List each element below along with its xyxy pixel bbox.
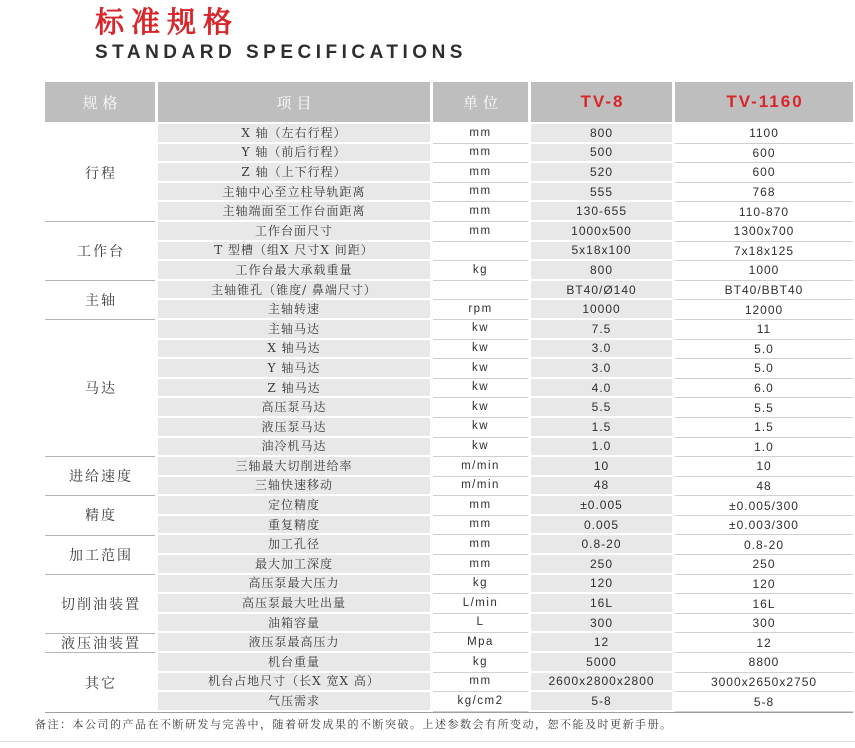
unit-cell: L/min — [433, 594, 528, 614]
col-header-tv8: TV-8 — [531, 82, 672, 122]
group-label: 加工范围 — [45, 536, 155, 575]
table-row — [158, 320, 853, 340]
item-cell: 气压需求 — [158, 692, 430, 712]
unit-cell: L — [433, 614, 528, 634]
group-label: 进给速度 — [45, 457, 155, 496]
unit-cell: rpm — [433, 300, 528, 320]
tv8-cell: 1.0 — [531, 438, 672, 458]
item-cell: 油箱容量 — [158, 614, 430, 634]
tv1160-cell: 6.0 — [675, 379, 853, 399]
item-cell: 工作台最大承载重量 — [158, 261, 430, 281]
tv8-cell: 48 — [531, 477, 672, 497]
item-cell: 三轴最大切削进给率 — [158, 457, 430, 477]
tv8-cell: 4.0 — [531, 379, 672, 399]
tv1160-cell: 12 — [675, 633, 853, 653]
tv8-cell: 800 — [531, 261, 672, 281]
tv1160-cell: 3000x2650x2750 — [675, 673, 853, 693]
tv1160-cell: 11 — [675, 320, 853, 340]
group-label: 液压油装置 — [45, 634, 155, 654]
tv1160-cell: 5.0 — [675, 340, 853, 360]
tv1160-cell: 600 — [675, 163, 853, 183]
tv1160-cell: 5.0 — [675, 359, 853, 379]
table-row — [158, 633, 853, 653]
table-row — [158, 261, 853, 281]
group-label: 行程 — [45, 124, 155, 222]
bottom-divider — [0, 741, 855, 742]
tv8-cell: 7.5 — [531, 320, 672, 340]
tv8-cell: 1000x500 — [531, 222, 672, 242]
item-cell: 液压泵马达 — [158, 418, 430, 438]
tv8-cell: 10 — [531, 457, 672, 477]
table-row — [158, 281, 853, 301]
table-row — [158, 614, 853, 634]
tv1160-cell: 5.5 — [675, 398, 853, 418]
unit-cell — [433, 242, 528, 262]
footnote: 备注：本公司的产品在不断研发与完善中，随着研发成果的不断突破。上述参数会有所变动，恕不能及时更新手册。 — [35, 718, 673, 731]
tv8-cell: 12 — [531, 633, 672, 653]
tv8-cell: BT40/Ø140 — [531, 281, 672, 301]
tv8-cell: 1.5 — [531, 418, 672, 438]
tv8-cell: 3.0 — [531, 359, 672, 379]
item-cell: 油冷机马达 — [158, 438, 430, 458]
unit-cell: kg — [433, 261, 528, 281]
unit-cell: mm — [433, 202, 528, 222]
tv8-cell: 800 — [531, 124, 672, 144]
item-cell: 高压泵最大吐出量 — [158, 594, 430, 614]
group-label: 主轴 — [45, 281, 155, 320]
table-row — [158, 438, 853, 458]
tv8-cell: 5.5 — [531, 398, 672, 418]
tv8-cell: 300 — [531, 614, 672, 634]
page-title: 标准规格 — [95, 5, 240, 39]
item-cell: 加工孔径 — [158, 535, 430, 555]
group-label: 切削油装置 — [45, 575, 155, 634]
item-cell: 主轴中心至立柱导轨距离 — [158, 183, 430, 203]
document-header — [95, 5, 467, 64]
tv1160-cell: 8800 — [675, 653, 853, 673]
table-row — [158, 673, 853, 693]
item-cell: 主轴锥孔（锥度/ 鼻端尺寸） — [158, 281, 430, 301]
col-header-tv1160: TV-1160 — [675, 82, 853, 122]
tv8-cell: 130-655 — [531, 202, 672, 222]
table-row — [158, 340, 853, 360]
tv8-cell: 500 — [531, 144, 672, 164]
table-header-row — [45, 82, 853, 122]
table-row — [158, 653, 853, 673]
item-cell: 重复精度 — [158, 516, 430, 536]
tv8-cell: 250 — [531, 555, 672, 575]
tv1160-cell: 120 — [675, 575, 853, 595]
table-row — [158, 692, 853, 712]
unit-cell: m/min — [433, 457, 528, 477]
tv8-cell: 555 — [531, 183, 672, 203]
item-cell: X 轴（左右行程） — [158, 124, 430, 144]
unit-cell: kw — [433, 359, 528, 379]
tv1160-cell: 5-8 — [675, 692, 853, 712]
tv8-cell: ±0.005 — [531, 496, 672, 516]
unit-cell: kg — [433, 575, 528, 595]
table-row — [158, 242, 853, 262]
page-subtitle: STANDARD SPECIFICATIONS — [95, 41, 467, 63]
tv8-cell: 0.005 — [531, 516, 672, 536]
item-cell: 液压泵最高压力 — [158, 633, 430, 653]
group-label: 其它 — [85, 675, 117, 692]
tv8-cell: 5-8 — [531, 692, 672, 712]
table-row — [158, 398, 853, 418]
tv1160-cell: 7x18x125 — [675, 242, 853, 262]
unit-cell: Mpa — [433, 633, 528, 653]
item-cell: 高压泵最大压力 — [158, 575, 430, 595]
col-header-unit: 单位 — [433, 82, 528, 122]
tv1160-cell: ±0.005/300 — [675, 496, 853, 516]
item-cell: Z 轴马达 — [158, 379, 430, 399]
unit-cell: kw — [433, 398, 528, 418]
item-cell: 主轴转速 — [158, 300, 430, 320]
item-cell: 工作台面尺寸 — [158, 222, 430, 242]
item-cell: Y 轴（前后行程） — [158, 144, 430, 164]
item-cell: 主轴马达 — [158, 320, 430, 340]
tv8-cell: 5000 — [531, 653, 672, 673]
unit-cell — [433, 281, 528, 301]
unit-cell: kg — [433, 653, 528, 673]
tv1160-cell: 1300x700 — [675, 222, 853, 242]
tv8-cell: 120 — [531, 575, 672, 595]
unit-cell: kw — [433, 320, 528, 340]
table-row — [158, 575, 853, 595]
tv1160-cell: BT40/BBT40 — [675, 281, 853, 301]
table-row — [158, 124, 853, 144]
table-row — [158, 144, 853, 164]
unit-cell: mm — [433, 516, 528, 536]
table-row — [158, 535, 853, 555]
unit-cell: mm — [433, 124, 528, 144]
tv1160-cell: 1100 — [675, 124, 853, 144]
tv1160-cell: 300 — [675, 614, 853, 634]
item-cell: Z 轴（上下行程） — [158, 163, 430, 183]
tv1160-cell: 600 — [675, 144, 853, 164]
table-row — [158, 163, 853, 183]
tv1160-cell: 1.5 — [675, 418, 853, 438]
item-cell: 最大加工深度 — [158, 555, 430, 575]
tv8-cell: 520 — [531, 163, 672, 183]
group-label: 工作台 — [45, 222, 155, 281]
tv1160-cell: 768 — [675, 183, 853, 203]
col-header-item: 项目 — [158, 82, 430, 122]
tv1160-cell: 0.8-20 — [675, 535, 853, 555]
unit-cell: mm — [433, 535, 528, 555]
unit-cell: kw — [433, 438, 528, 458]
item-cell: 高压泵马达 — [158, 398, 430, 418]
table-row — [158, 477, 853, 497]
item-cell: 主轴端面至工作台面距离 — [158, 202, 430, 222]
group-label: 马达 — [45, 320, 155, 457]
item-cell: 定位精度 — [158, 496, 430, 516]
unit-cell: kw — [433, 379, 528, 399]
unit-cell: mm — [433, 163, 528, 183]
tv1160-cell: 1.0 — [675, 438, 853, 458]
unit-cell: mm — [433, 222, 528, 242]
item-cell: T 型槽（组X 尺寸X 间距） — [158, 242, 430, 262]
tv8-cell: 5x18x100 — [531, 242, 672, 262]
table-row — [158, 300, 853, 320]
spec-rows — [158, 124, 853, 712]
group-label: 精度 — [45, 496, 155, 535]
item-cell: 机台占地尺寸（长X 宽X 高） — [158, 673, 430, 693]
table-row — [158, 457, 853, 477]
table-row — [158, 222, 853, 242]
table-row — [158, 418, 853, 438]
tv8-cell: 0.8-20 — [531, 535, 672, 555]
unit-cell: mm — [433, 144, 528, 164]
unit-cell: mm — [433, 496, 528, 516]
spec-table — [45, 82, 853, 713]
item-cell: Y 轴马达 — [158, 359, 430, 379]
spec-group-column — [45, 124, 155, 712]
table-row — [158, 496, 853, 516]
tv1160-cell: 48 — [675, 477, 853, 497]
table-row — [158, 183, 853, 203]
table-row — [158, 594, 853, 614]
unit-cell: kw — [433, 340, 528, 360]
table-body — [45, 124, 853, 713]
unit-cell: mm — [433, 555, 528, 575]
col-header-spec: 规格 — [45, 82, 155, 122]
table-row — [158, 202, 853, 222]
item-cell: 三轴快速移动 — [158, 477, 430, 497]
unit-cell: kg/cm2 — [433, 692, 528, 712]
table-row — [158, 359, 853, 379]
tv8-cell: 10000 — [531, 300, 672, 320]
tv1160-cell: 10 — [675, 457, 853, 477]
table-row — [158, 379, 853, 399]
unit-cell: m/min — [433, 477, 528, 497]
tv1160-cell: 250 — [675, 555, 853, 575]
tv1160-cell: 110-870 — [675, 202, 853, 222]
tv8-cell: 2600x2800x2800 — [531, 673, 672, 693]
tv1160-cell: 1000 — [675, 261, 853, 281]
unit-cell: mm — [433, 673, 528, 693]
tv1160-cell: 16L — [675, 594, 853, 614]
tv8-cell: 16L — [531, 594, 672, 614]
tv8-cell: 3.0 — [531, 340, 672, 360]
tv1160-cell: ±0.003/300 — [675, 516, 853, 536]
unit-cell: mm — [433, 183, 528, 203]
item-cell: 机台重量 — [158, 653, 430, 673]
tv1160-cell: 12000 — [675, 300, 853, 320]
item-cell: X 轴马达 — [158, 340, 430, 360]
table-row — [158, 516, 853, 536]
table-row — [158, 555, 853, 575]
unit-cell: kw — [433, 418, 528, 438]
